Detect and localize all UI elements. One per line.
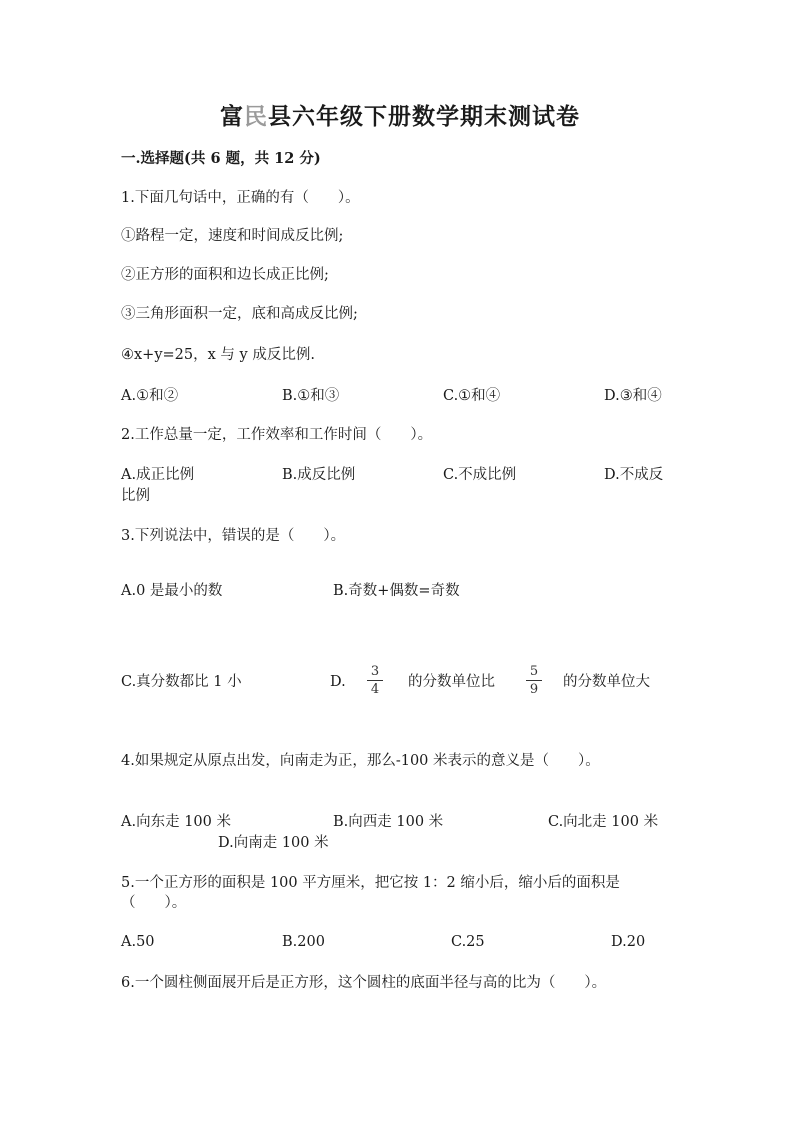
question-5-option-b: B.200 bbox=[282, 934, 325, 950]
question-5-option-d: D.20 bbox=[611, 934, 646, 950]
question-1-option-a: A.①和② bbox=[121, 388, 179, 404]
question-3-stem: 3.下列说法中，错误的是（ ）。 bbox=[121, 528, 346, 544]
fraction-2-bar bbox=[526, 680, 542, 681]
question-1-option-d: D.③和④ bbox=[604, 388, 662, 404]
fraction-five-ninths bbox=[526, 664, 542, 697]
question-3-option-c: C.真分数都比 1 小 bbox=[121, 674, 242, 690]
question-1-statement-3: ③三角形面积一定，底和高成反比例; bbox=[121, 306, 358, 322]
question-4-option-c: C.向北走 100 米 bbox=[548, 814, 659, 830]
question-1-statement-4: ④x+y=25，x 与 y 成反比例. bbox=[121, 347, 315, 363]
title-char-1: 富 bbox=[220, 103, 244, 130]
question-2-option-b: B.成反比例 bbox=[282, 467, 356, 483]
question-1-option-b: B.①和③ bbox=[282, 388, 340, 404]
question-4-option-a: A.向东走 100 米 bbox=[121, 814, 231, 830]
question-4-option-b: B.向西走 100 米 bbox=[333, 814, 444, 830]
fraction-1-numerator: 3 bbox=[370, 664, 380, 679]
question-5-stem-wrap: （ ）。 bbox=[121, 895, 187, 911]
question-1-option-c: C.①和④ bbox=[443, 388, 501, 404]
fraction-2-denominator: 9 bbox=[529, 682, 539, 697]
question-6-stem: 6.一个圆柱侧面展开后是正方形，这个圆柱的底面半径与高的比为（ ）。 bbox=[121, 975, 607, 991]
question-1-statement-2: ②正方形的面积和边长成正比例; bbox=[121, 267, 329, 283]
question-2-option-d-wrap: 比例 bbox=[121, 488, 150, 504]
title-faded-char: 民 bbox=[244, 103, 268, 130]
question-2-option-a: A.成正比例 bbox=[121, 467, 195, 483]
page-title bbox=[0, 98, 800, 131]
question-2-option-c: C.不成比例 bbox=[443, 467, 517, 483]
fraction-1-bar bbox=[367, 680, 383, 681]
question-3-option-a: A.0 是最小的数 bbox=[121, 583, 223, 599]
question-2-stem: 2.工作总量一定，工作效率和工作时间（ ）。 bbox=[121, 427, 433, 443]
question-4-stem: 4.如果规定从原点出发，向南走为正，那么-100 米表示的意义是（ ）。 bbox=[121, 753, 600, 769]
question-5-stem: 5.一个正方形的面积是 100 平方厘米，把它按 1：2 缩小后，缩小后的面积是 bbox=[121, 875, 620, 891]
section-heading: 一.选择题(共 6 题，共 12 分) bbox=[121, 150, 321, 167]
question-1-statement-1: ①路程一定，速度和时间成反比例; bbox=[121, 228, 344, 244]
fraction-1-denominator: 4 bbox=[370, 682, 380, 697]
question-3-option-d: D. bbox=[330, 674, 346, 690]
fraction-three-quarters bbox=[367, 664, 383, 697]
fraction-2-numerator: 5 bbox=[529, 664, 539, 679]
question-3-option-b: B.奇数+偶数=奇数 bbox=[333, 583, 460, 599]
question-3-option-d-middle: 的分数单位比 bbox=[408, 674, 495, 690]
question-1-stem: 1.下面几句话中，正确的有（ ）。 bbox=[121, 190, 360, 206]
question-2-option-d: D.不成反 bbox=[604, 467, 664, 483]
question-3-option-d-end: 的分数单位大 bbox=[563, 674, 650, 690]
question-5-option-c: C.25 bbox=[451, 934, 485, 950]
question-5-option-a: A.50 bbox=[121, 934, 155, 950]
question-4-option-d: D.向南走 100 米 bbox=[218, 835, 329, 851]
title-rest: 县六年级下册数学期末测试卷 bbox=[268, 103, 580, 130]
